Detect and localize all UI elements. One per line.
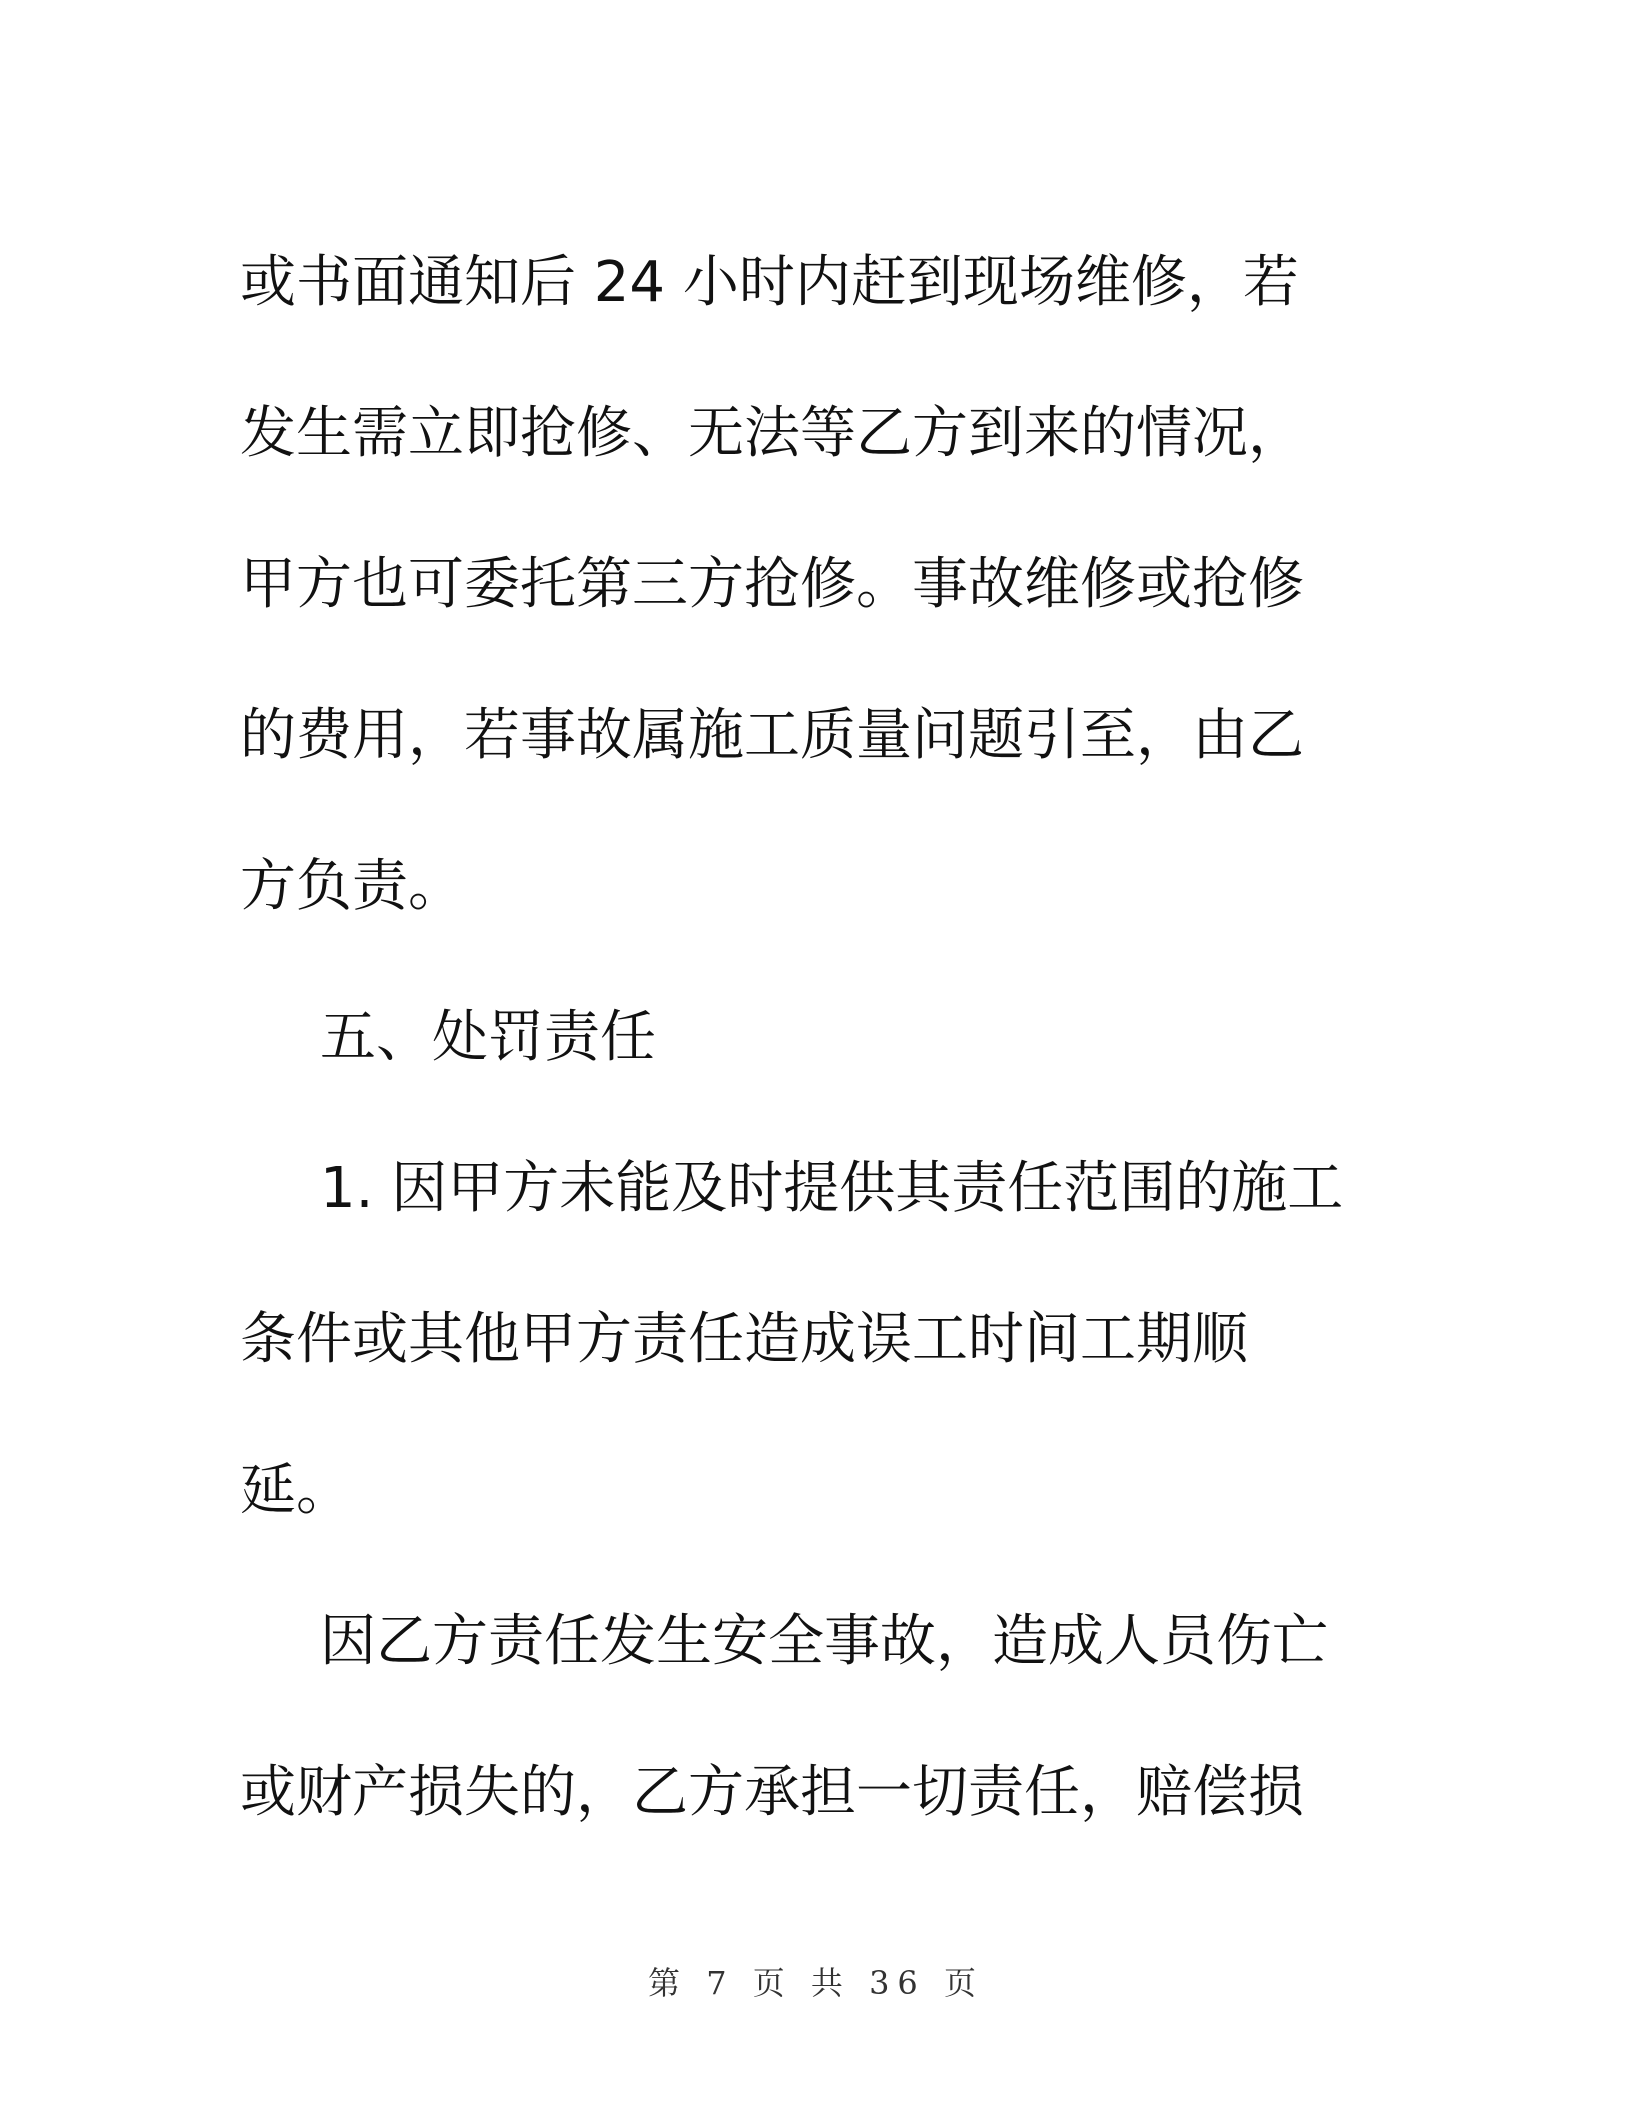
text-line-7: 1. 因甲方未能及时提供其责任范围的施工 <box>320 1156 1344 1221</box>
text-line-11: 或财产损失的，乙方承担一切责任，赔偿损 <box>240 1760 1304 1825</box>
document-body <box>240 207 1420 1868</box>
text-line-1: 或书面通知后 24 小时内赶到现场维修，若 <box>240 250 1299 315</box>
text-line-3: 甲方也可委托第三方抢修。事故维修或抢修 <box>240 552 1304 617</box>
page-number-footer: 第 7 页 共 36 页 <box>648 1964 984 2002</box>
text-line-8: 条件或其他甲方责任造成误工时间工期顺 <box>240 1307 1248 1372</box>
text-line-5: 方负责。 <box>240 854 464 919</box>
section-heading: 五、处罚责任 <box>320 1005 656 1070</box>
text-line-2: 发生需立即抢修、无法等乙方到来的情况， <box>240 401 1304 466</box>
text-line-10: 因乙方责任发生安全事故，造成人员伤亡 <box>320 1609 1328 1674</box>
text-line-4: 的费用，若事故属施工质量问题引至，由乙 <box>240 703 1304 768</box>
text-line-9: 延。 <box>240 1458 352 1523</box>
